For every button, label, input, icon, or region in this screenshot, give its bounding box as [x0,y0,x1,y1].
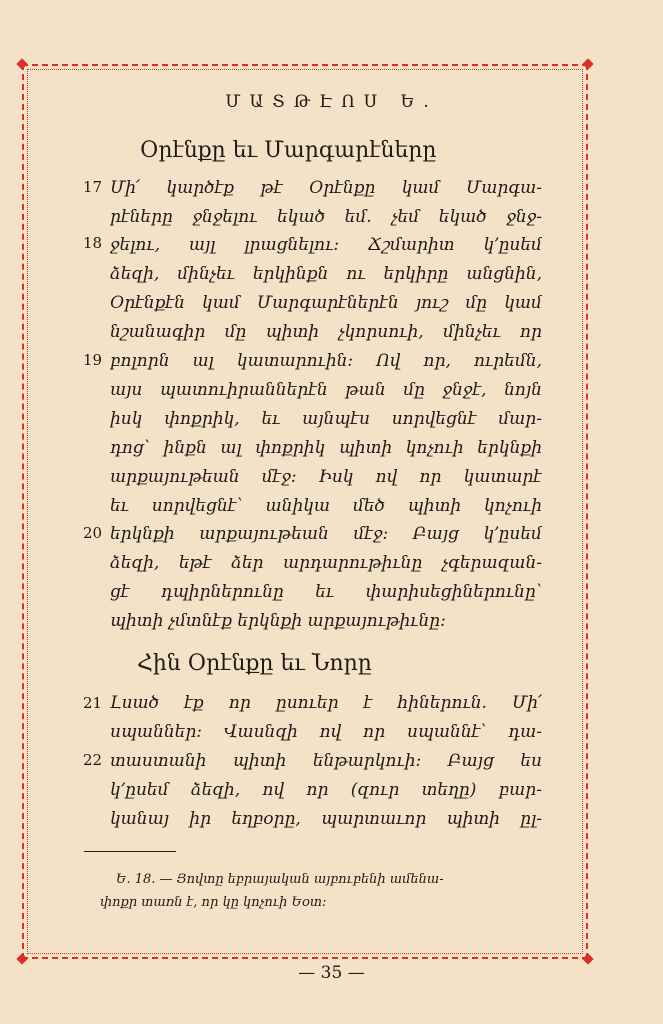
text-line: եւ սորվեցնէ՝ անիկա մեծ պիտի կոչուի [110,496,542,516]
page-number: — 35 — [298,963,365,983]
text-line: տաստանի պիտի ենթարկուի: Բայց ես [110,751,542,771]
text-line: կ՚ըսեմ ձեզի, ով որ (զուր տեղը) բար- [110,780,542,800]
footnote-rule [84,851,176,852]
text-line: արքայութեան մէջ: Իսկ ով որ կատարէ [110,467,542,487]
footnote-line: փոքր տառն է, որ կը կոչուի Եօտ: [100,895,327,910]
text-line: Լսած էք որ ըսուեր է հիներուն. Մի՛ [110,693,542,713]
verse-number: 17 [83,178,103,196]
section-heading: Հին Օրէնքը եւ Նորը [137,651,372,676]
text-line: բոլորն ալ կատարուին: Ով որ, ուրեմն, [110,351,542,371]
verse-number: 20 [83,524,103,542]
verse-number: 21 [83,694,103,712]
text-line: Օրէնքէն կամ Մարգարէներէն յուշ մը կամ [110,293,542,313]
running-head: ՄԱՏԹԷՈՍ Ե. [225,92,438,112]
text-line: ջելու, այլ լրացնելու: Ճշմարիտ կ՚ըսեմ [110,235,542,255]
text-line: Մի՛ կարծէք թէ Օրէնքը կամ Մարգա- [110,178,542,198]
text-line: երկնքի արքայութեան մէջ: Բայց կ՚ըսեմ [110,524,542,544]
text-line: կանայ իր եղբօրը, պարտաւոր պիտի ըլ- [110,809,542,829]
text-line: սպաններ: Վասնզի ով որ սպաննէ՝ դա- [110,722,542,742]
text-line: պիտի չմտնէք երկնքի արքայութիւնը: [110,611,446,631]
text-line: ձեզի, եթէ ձեր արդարութիւնը չգերազան- [110,553,542,573]
text-line: իսկ փոքրիկ, եւ այնպէս սորվեցնէ մար- [110,409,542,429]
text-line: ձեզի, մինչեւ երկինքն ու երկիրը անցնին, [110,264,542,284]
verse-number: 19 [83,351,103,369]
text-line: դոց՝ ինքն ալ փոքրիկ պիտի կոչուի երկնքի [110,438,542,458]
text-line: ցէ դպիրներունը եւ փարիսեցիներունը՝ [110,582,542,602]
text-line: րէները ջնջելու եկած եմ. չեմ եկած ջնջ- [110,207,542,227]
verse-number: 22 [83,751,103,769]
text-line: այս պատուիրաններէն թան մը ջնջէ, նոյն [110,380,542,400]
footnote-line: Ե. 18. — Յովտը եբրայական այբուբենի ամենա- [116,872,444,887]
section-heading: Օրէնքը եւ Մարգարէները [140,138,437,163]
text-line: նշանագիր մը պիտի չկորսուի, մինչեւ որ [110,322,542,342]
verse-number: 18 [83,234,103,252]
